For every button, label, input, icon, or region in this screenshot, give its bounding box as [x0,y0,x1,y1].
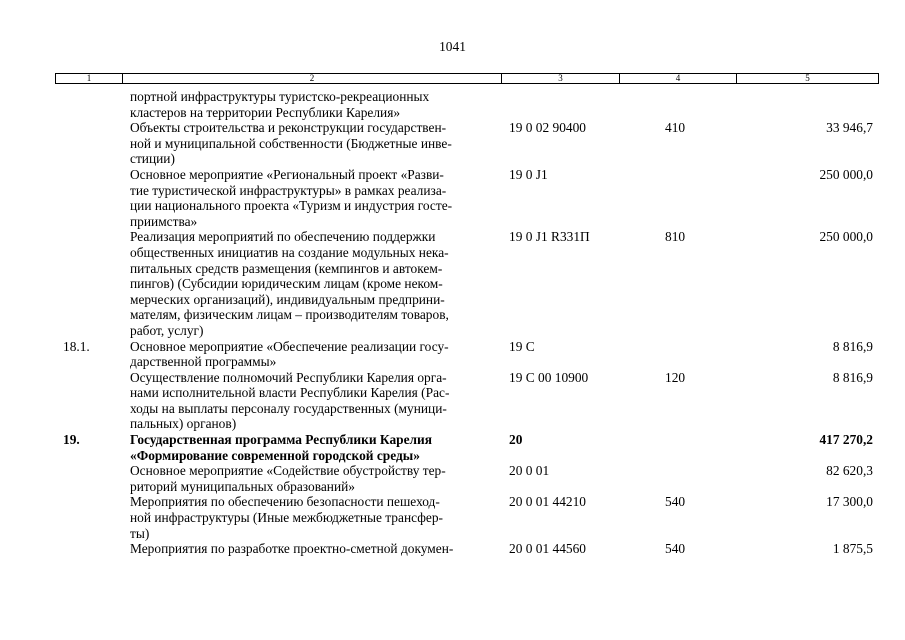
row-number [55,120,122,167]
row-description: Объекты строительства и реконструкции государствен- ной и муниципальной собственности (Бюджетные инве- стиции) [130,120,452,167]
row-code: 20 0 01 44210 [509,494,586,510]
row-description: Мероприятия по разработке проектно-сметной докумен- [130,541,454,557]
table-header [55,73,879,84]
row-number [55,167,122,229]
row-code: 19 0 02 90400 [509,120,586,136]
row-description: Реализация мероприятий по обеспечению поддержки общественных инициатив на создание модульных нека- питальных средств размещения (кемпингов и автокем- пингов) (Субсидии юридическим лицам (кроме неком- мерческих организаций), индивидуальным предприни- мателям, физическим лицам – производителям товаров, работ, услуг) [130,229,449,338]
table-row [55,370,879,432]
row-code: 20 0 01 44560 [509,541,586,557]
table-row [55,229,879,338]
row-number [55,370,122,432]
row-description: Государственная программа Республики Карелия «Формирование современной городской среды» [130,432,433,463]
row-number [55,89,122,120]
table-row [55,541,879,557]
row-amount [736,89,877,120]
row-code: 20 0 01 [509,463,550,479]
row-expense-type: 540 [665,541,686,557]
table-row-program [55,432,879,463]
row-expense-type [619,463,736,494]
table-row [55,494,879,541]
header-col-2: 2 [123,74,502,83]
row-description: Основное мероприятие «Региональный проект «Разви- тие туристической инфраструктуры» в рамках реализа- ции национального проекта «Туризм и индустрия госте- приимства» [130,166,453,229]
row-expense-type [619,339,736,370]
row-number: 19. [63,432,80,448]
table-row [55,167,879,229]
row-amount: 8 816,9 [832,369,873,385]
table-row [55,120,879,167]
row-amount: 17 300,0 [826,494,873,510]
row-expense-type: 540 [665,494,686,510]
page-number: 1041 [439,39,466,54]
row-code: 19 С 00 10900 [509,369,589,385]
row-number [55,229,122,338]
table-row [55,463,879,494]
row-amount: 250 000,0 [819,166,873,182]
row-expense-type: 810 [665,229,686,245]
row-number [55,541,122,557]
row-expense-type: 410 [665,120,686,136]
header-col-3: 3 [502,74,620,83]
row-code: 20 [509,432,523,448]
row-amount: 82 620,3 [826,463,873,479]
row-amount: 1 875,5 [832,541,873,557]
row-code [501,89,619,120]
table-body [55,89,879,557]
row-expense-type [619,167,736,229]
row-description: портной инфраструктуры туристско-рекреационных кластеров на территории Республики Карелия» [130,89,430,120]
row-expense-type [619,89,736,120]
row-expense-type [619,432,736,463]
header-col-5: 5 [805,73,810,83]
row-number [55,494,122,541]
header-col-4: 4 [620,74,737,83]
row-code: 19 С [509,338,535,354]
row-number: 18.1. [63,338,90,354]
header-col-1: 1 [56,74,123,83]
row-code: 19 0 J1 R331П [509,229,590,245]
row-description: Основное мероприятие «Обеспечение реализации госу- дарственной программы» [130,338,449,370]
row-code: 19 0 J1 [509,166,548,182]
row-description: Основное мероприятие «Содействие обустройству тер- риторий муниципальных образований» [130,463,446,494]
row-description: Осуществление полномочий Республики Карелия орга- нами исполнительной власти Республики Карелия (Рас- ходы на выплаты персоналу государственных (муници- пальных) органов) [130,369,450,432]
row-expense-type: 120 [665,369,686,385]
row-amount: 33 946,7 [826,120,873,136]
table-row [55,339,879,370]
row-number [55,463,122,494]
table-row [55,89,879,120]
row-amount: 8 816,9 [832,338,873,354]
row-amount: 417 270,2 [819,432,873,448]
row-amount: 250 000,0 [819,229,873,245]
row-description: Мероприятия по обеспечению безопасности пешеход- ной инфраструктуры (Иные межбюджетные трансфер- ты) [130,494,443,541]
